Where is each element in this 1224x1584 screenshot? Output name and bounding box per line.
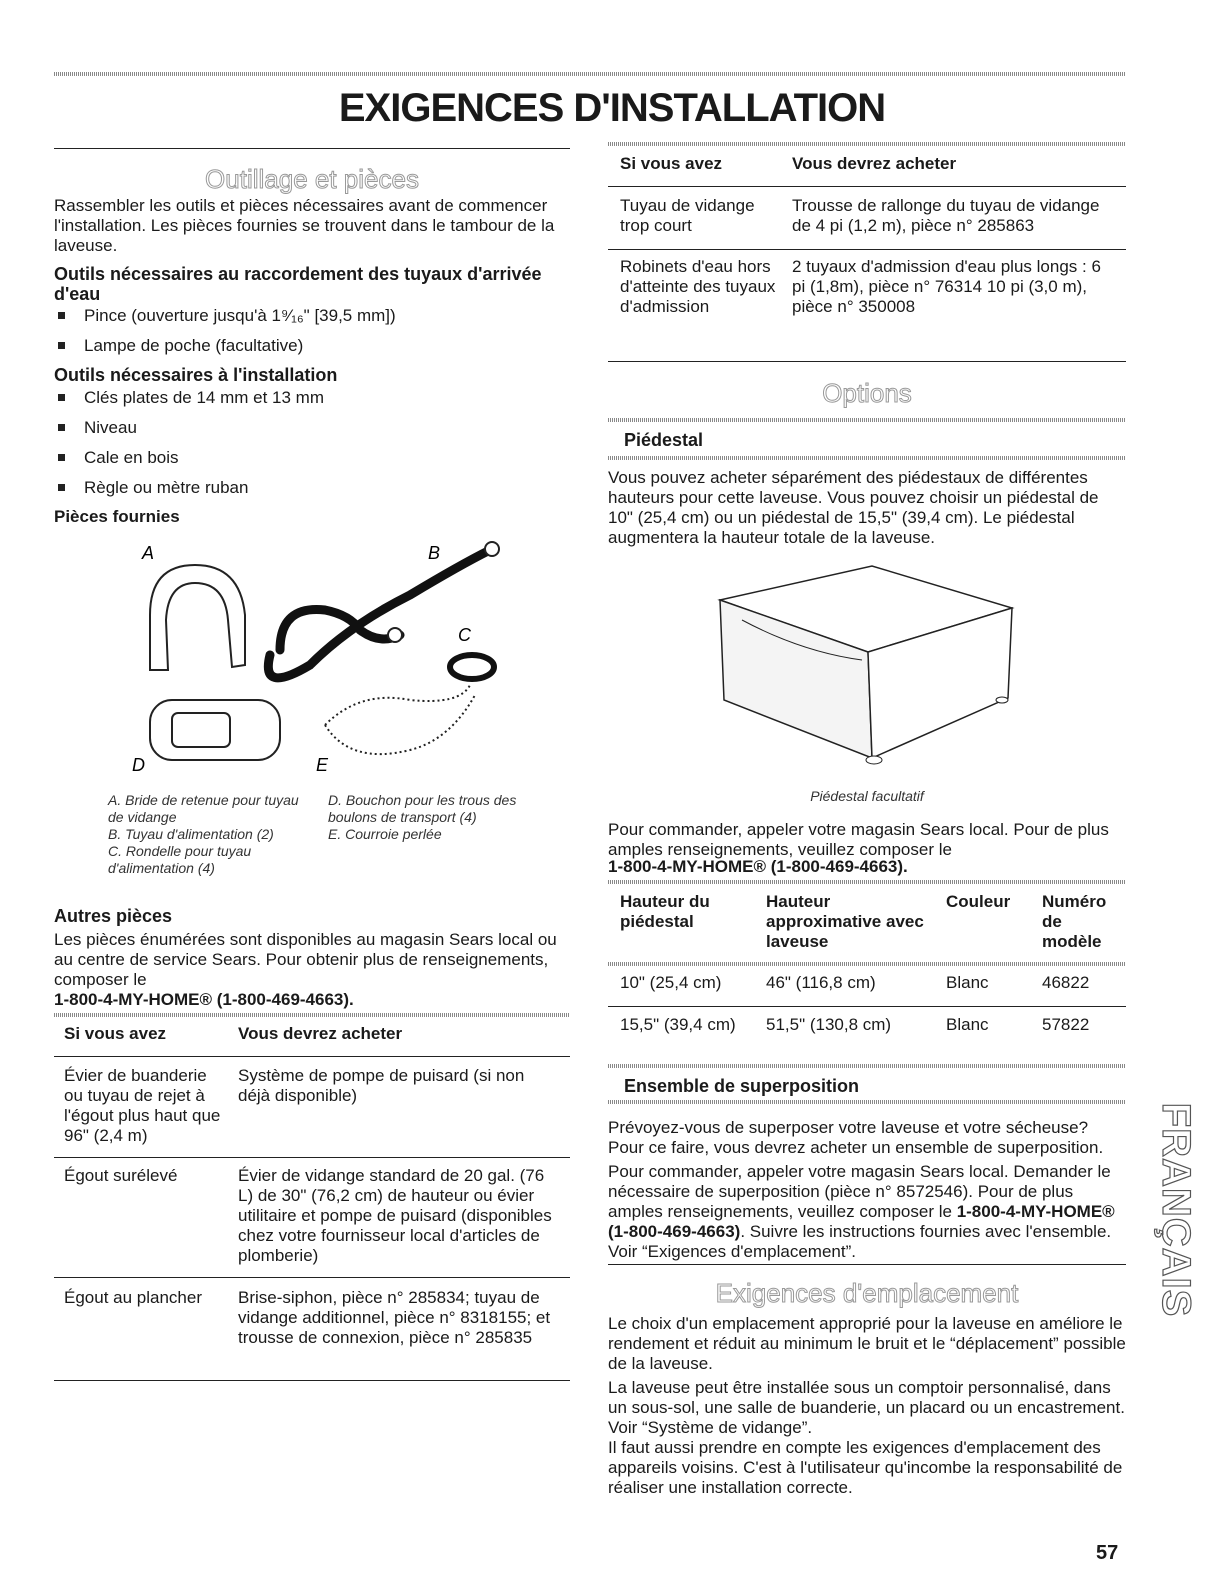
label-a: A [142,543,155,563]
tools-install-list [54,388,570,508]
list-item: Règle ou mètre ruban [54,478,570,508]
list-item: Lampe de poche (facultative) [54,336,570,366]
table-cell: Robinets d'eau hors d'atteinte des tuyaux d'admission [620,257,776,316]
table-rule [608,1006,1126,1007]
stack-hatch [608,1064,1126,1068]
stack-text-1: Prévoyez-vous de superposer votre laveuse et votre sécheuse? Pour ce faire, vous devrez acheter un ensemble de superposition. [608,1118,1104,1157]
pedestal-hatch [608,456,1126,460]
table-cell: 46822 [1042,973,1090,992]
table-cell: Système de pompe de puisard (si non déjà disponible) [238,1066,525,1105]
table-cell: Blanc [946,1015,989,1034]
table-cell: Trousse de rallonge du tuyau de vidange de 4 pi (1,2 m), pièce n° 285863 [792,196,1100,235]
table-cell: Brise-siphon, pièce n° 285834; tuyau de vidange additionnel, pièce n° 8318155; et trousse de connexion, pièce n° 285835 [238,1288,551,1347]
intro-text: Rassembler les outils et pièces nécessaires avant de commencer l'installation. Les pièces fournies se trouvent dans le tambour de la laveuse. [54,196,555,255]
table-cell: 46" (116,8 cm) [766,973,876,992]
left-top-rule [54,148,570,149]
page-title: EXIGENCES D'INSTALLATION [338,86,886,130]
table-cell: Tuyau de vidange trop court [620,196,755,235]
pedestal-caption: Piédestal facultatif [810,788,924,804]
location-rule [608,1264,1126,1265]
location-text-3: Il faut aussi prendre en compte les exigences d'emplacement des appareils voisins. C'est à l'utilisateur qu'incombe la responsabilité de réaliser une installation correcte. [608,1438,1123,1497]
list-item: Clés plates de 14 mm et 13 mm [54,388,570,418]
pedestal-hatch [608,418,1126,422]
location-text-1: Le choix d'un emplacement approprié pour la laveuse en améliore le rendement et réduit au minimum le bruit et le “déplacement” possible de la laveuse. [608,1314,1126,1373]
table-cell: 2 tuyaux d'admission d'eau plus longs : 6 pi (1,8m), pièce n° 76314 10 pi (3,0 m), pièce n° 350008 [792,257,1101,316]
table-header: Hauteur approximative avec laveuse [766,892,924,951]
tools-water-list [54,306,570,366]
stack-text-2b: . Suivre les instructions fournies avec l'ensemble. Voir “Exigences d'emplacement”. [608,1222,1112,1261]
label-b: B [428,543,441,563]
language-tab-label: FRANÇAIS [1154,1102,1198,1318]
page-number: 57 [1096,1542,1119,1564]
stack-heading: Ensemble de superposition [624,1076,860,1096]
table-cell: Évier de buanderie ou tuyau de rejet à l'égout plus haut que 96" (2,4 m) [64,1066,221,1145]
table-rule [54,1056,570,1057]
table-rule [54,1380,570,1381]
beaded-strap [325,685,475,754]
hose-fitting [388,628,402,642]
table-rule [608,361,1126,362]
table-rule [54,1157,570,1158]
stack-hatch [608,1100,1126,1104]
legend-item: B. Tuyau d'alimentation (2) [108,826,274,842]
top-hatch-rule [54,72,1126,76]
order-text: Pour commander, appeler votre magasin Sears local. Pour de plus amples renseignements, veuillez composer le [608,820,1109,859]
drain-hose-clamp [150,565,245,670]
pedestal-heading: Piédestal [624,430,704,450]
label-e: E [316,755,329,775]
label-c: C [458,625,471,645]
legend-right [328,792,528,843]
tools-water-heading: Outils nécessaires au raccordement des tuyaux d'arrivée d'eau [54,264,542,304]
table-header: Couleur [946,892,1011,911]
table-header: Vous devrez acheter [238,1024,403,1043]
pedestal-illustration [712,560,1032,770]
legend-item: E. Courroie perlée [328,826,442,842]
hose-fitting [485,542,499,556]
label-d: D [132,755,145,775]
pedestal-text: Vous pouvez acheter séparément des piédestaux de différentes hauteurs pour cette laveuse. Vous pouvez choisir un piédestal de 10" (25,4 cm) ou un piédestal de 15,5" (39,4 cm). Le piédestal augmentera la hauteur totale de la laveuse. [608,468,1099,547]
stack-text-2a: Pour commander, appeler votre magasin Sears local. Demander le nécessaire de superposition (pièce n° 8572546). Pour de plus amples renseignements, veuillez composer le [608,1162,1111,1221]
ped-table-hatch [608,880,1126,884]
parts-heading: Pièces fournies [54,507,180,526]
table-top-hatch [54,1013,570,1017]
table-cell: Évier de vidange standard de 20 gal. (76 L) de 30" (76,2 cm) de hauteur ou évier utilitaire et pompe de puisard (disponibles chez votre fournisseur local d'articles de plomberie) [238,1166,552,1265]
language-side-tab [1152,1060,1200,1360]
table-cell: Blanc [946,973,989,992]
table-header: Vous devrez acheter [792,154,957,173]
table-rule [54,1277,570,1278]
table-rule [608,186,1126,187]
options-heading: Options [822,378,912,408]
ped-table-hatch [608,962,1126,966]
list-item: Pince (ouverture jusqu'à 1⁹⁄₁₆" [39,5 mm]) [54,306,570,336]
tools-install-heading: Outils nécessaires à l'installation [54,365,338,385]
other-parts-phone: 1-800-4-MY-HOME® (1-800-469-4663). [54,990,354,1009]
section-heading-outillage: Outillage et pièces [205,164,419,194]
table-cell: 57822 [1042,1015,1090,1034]
order-phone: 1-800-4-MY-HOME® (1-800-469-4663). [608,857,908,876]
list-item: Cale en bois [54,448,570,478]
list-item: Niveau [54,418,570,448]
table-header: Si vous avez [620,154,723,173]
legend-item: D. Bouchon pour les trous des boulons de transport (4) [328,792,517,825]
table-header: Si vous avez [64,1024,167,1043]
hose-washer [450,655,494,679]
other-parts-heading: Autres pièces [54,906,173,926]
table-cell: Égout surélevé [64,1166,178,1185]
stack-text-2 [608,1162,1126,1262]
parts-illustration [110,535,530,780]
other-parts-text: Les pièces énumérées sont disponibles au magasin Sears local ou au centre de service Sears. Pour obtenir plus de renseignements, composer le [54,930,557,989]
location-heading: Exigences d'emplacement [715,1278,1019,1308]
table-header: Hauteur du piédestal [620,892,710,931]
legend-left [108,792,308,877]
right-table-hatch [608,142,1126,146]
legend-item: A. Bride de retenue pour tuyau de vidange [108,792,299,825]
table-header: Numéro de modèle [1042,892,1107,951]
table-rule [608,249,1126,250]
stack-phone: 1-800-4-MY-HOME® (1-800-469-4663) [608,1202,1115,1241]
table-cell: 15,5" (39,4 cm) [620,1015,736,1034]
table-cell: 10" (25,4 cm) [620,973,722,992]
legend-item: C. Rondelle pour tuyau d'alimentation (4) [108,843,252,876]
location-text-2: La laveuse peut être installée sous un comptoir personnalisé, dans un sous-sol, une salle de buanderie, un placard ou un encastrement. Voir “Système de vidange”. [608,1378,1125,1437]
table-cell: 51,5" (130,8 cm) [766,1015,892,1034]
table-cell: Égout au plancher [64,1288,202,1307]
